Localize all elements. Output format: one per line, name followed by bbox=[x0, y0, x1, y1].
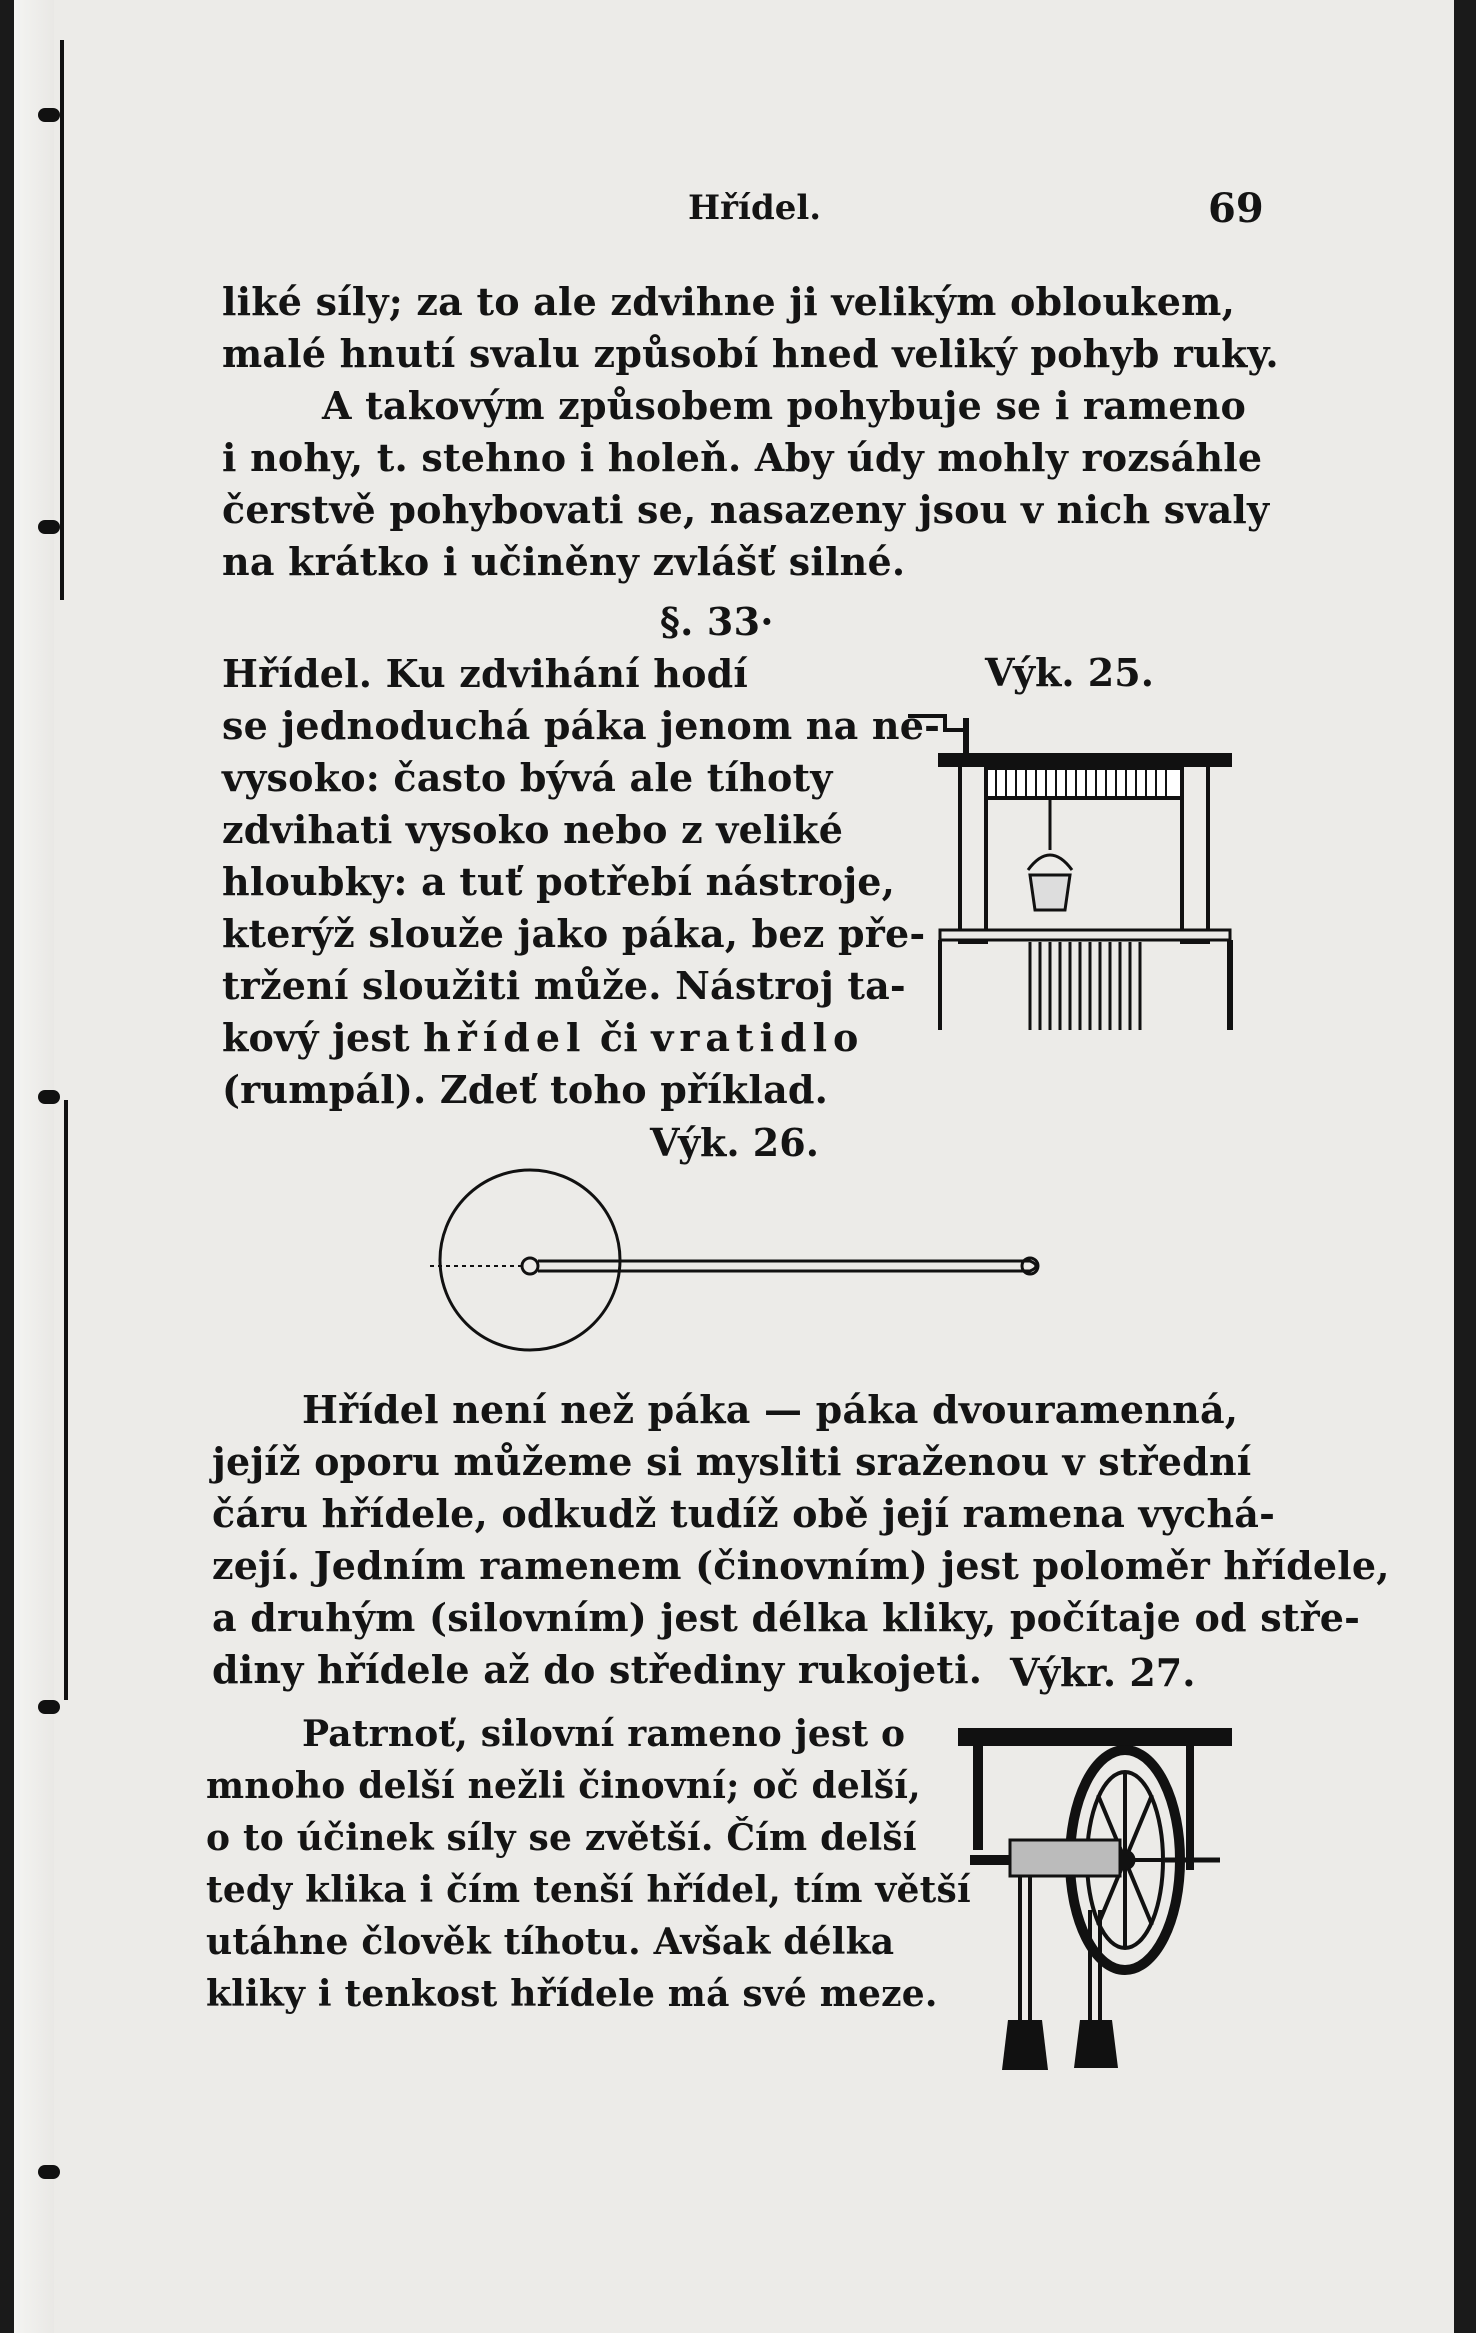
figure-26-caption: Výk. 26. bbox=[650, 1120, 819, 1165]
figure-27-wheel-winch-illustration bbox=[960, 1720, 1240, 2080]
para2-line-6: kterýž slouže jako páka, bez pře- bbox=[222, 911, 926, 956]
para2-line-5: hloubky: a tuť potřebí nástroje, bbox=[222, 859, 896, 904]
para1-line-5: čerstvě pohybovati se, nasazeny jsou v nich svaly bbox=[222, 487, 1270, 532]
binding-thread-mark bbox=[38, 520, 60, 534]
page-binding-edge bbox=[14, 0, 54, 2333]
para1-line-2: malé hnutí svalu způsobí hned veliký pohyb ruky. bbox=[222, 331, 1279, 376]
para2-line-9: (rumpál). Zdeť toho příklad. bbox=[222, 1067, 829, 1112]
binding-shadow-line bbox=[60, 40, 64, 600]
para1-line-3: A takovým způsobem pohybuje se i rameno bbox=[322, 383, 1247, 428]
running-header-title: Hřídel. bbox=[688, 188, 822, 228]
para4-line-1: Patrnoť, silovní rameno jest o bbox=[302, 1713, 906, 1755]
para1-line-1: liké síly; za to ale zdvihne ji velikým obloukem, bbox=[222, 279, 1236, 324]
figure-25-windlass-illustration bbox=[900, 700, 1240, 1040]
para4-line-5: utáhne člověk tíhotu. Avšak délka bbox=[206, 1921, 895, 1963]
term-hridel: hřídel bbox=[423, 1015, 587, 1060]
para2-line-2: se jednoduchá páka jenom na ne- bbox=[222, 703, 941, 748]
para4-line-6: kliky i tenkost hřídele má své meze. bbox=[206, 1973, 938, 2015]
para1-line-6: na krátko i učiněny zvlášť silné. bbox=[222, 539, 906, 584]
para2-line-4: zdvihati vysoko nebo z veliké bbox=[222, 807, 844, 852]
section-number: §. 33· bbox=[660, 599, 774, 644]
para3-line-4: zejí. Jedním ramenem (činovním) jest poloměr hřídele, bbox=[212, 1543, 1390, 1588]
page-number: 69 bbox=[1208, 185, 1264, 232]
para4-line-3: o to účinek síly se zvětší. Čím delší bbox=[206, 1817, 917, 1859]
para2-line-1 bbox=[222, 648, 748, 700]
binding-thread-mark bbox=[38, 108, 60, 122]
para3-line-6: diny hřídele až do střediny rukojeti. bbox=[212, 1647, 983, 1692]
para2-line-3: vysoko: často bývá ale tíhoty bbox=[222, 755, 833, 800]
para4-line-4: tedy klika i čím tenší hřídel, tím větší bbox=[206, 1869, 971, 1911]
para4-line-2: mnoho delší nežli činovní; oč delší, bbox=[206, 1765, 921, 1807]
binding-thread-mark bbox=[38, 1700, 60, 1714]
figure-26-lever-diagram bbox=[430, 1170, 1070, 1360]
para3-line-2: jejíž oporu můžeme si mysliti sraženou v střední bbox=[212, 1439, 1252, 1484]
para3-line-3: čáru hřídele, odkudž tudíž obě její ramena vychá- bbox=[212, 1491, 1276, 1536]
para2-lead-heading: Hřídel. bbox=[222, 651, 373, 696]
para2-line-7: tržení sloužiti může. Nástroj ta- bbox=[222, 963, 906, 1008]
binding-thread-mark bbox=[38, 1090, 60, 1104]
para2-line-8-pre: kový jest bbox=[222, 1015, 424, 1060]
figure-25-caption: Výk. 25. bbox=[985, 650, 1154, 695]
figure-27-caption: Výkr. 27. bbox=[1010, 1650, 1196, 1695]
para2-line-1-rest: Ku zdvihání hodí bbox=[372, 651, 749, 696]
para3-line-5: a druhým (silovním) jest délka kliky, počítaje od stře- bbox=[212, 1595, 1361, 1640]
para2-line-8 bbox=[222, 1012, 864, 1064]
para3-line-1: Hřídel není než páka — páka dvouramenná, bbox=[302, 1387, 1239, 1432]
para1-line-4: i nohy, t. stehno i holeň. Aby údy mohly rozsáhle bbox=[222, 435, 1263, 480]
term-vratidlo: vratidlo bbox=[651, 1015, 865, 1060]
binding-shadow-line bbox=[64, 1100, 68, 1700]
binding-thread-mark bbox=[38, 2165, 60, 2179]
para2-line-8-mid: či bbox=[586, 1015, 652, 1060]
